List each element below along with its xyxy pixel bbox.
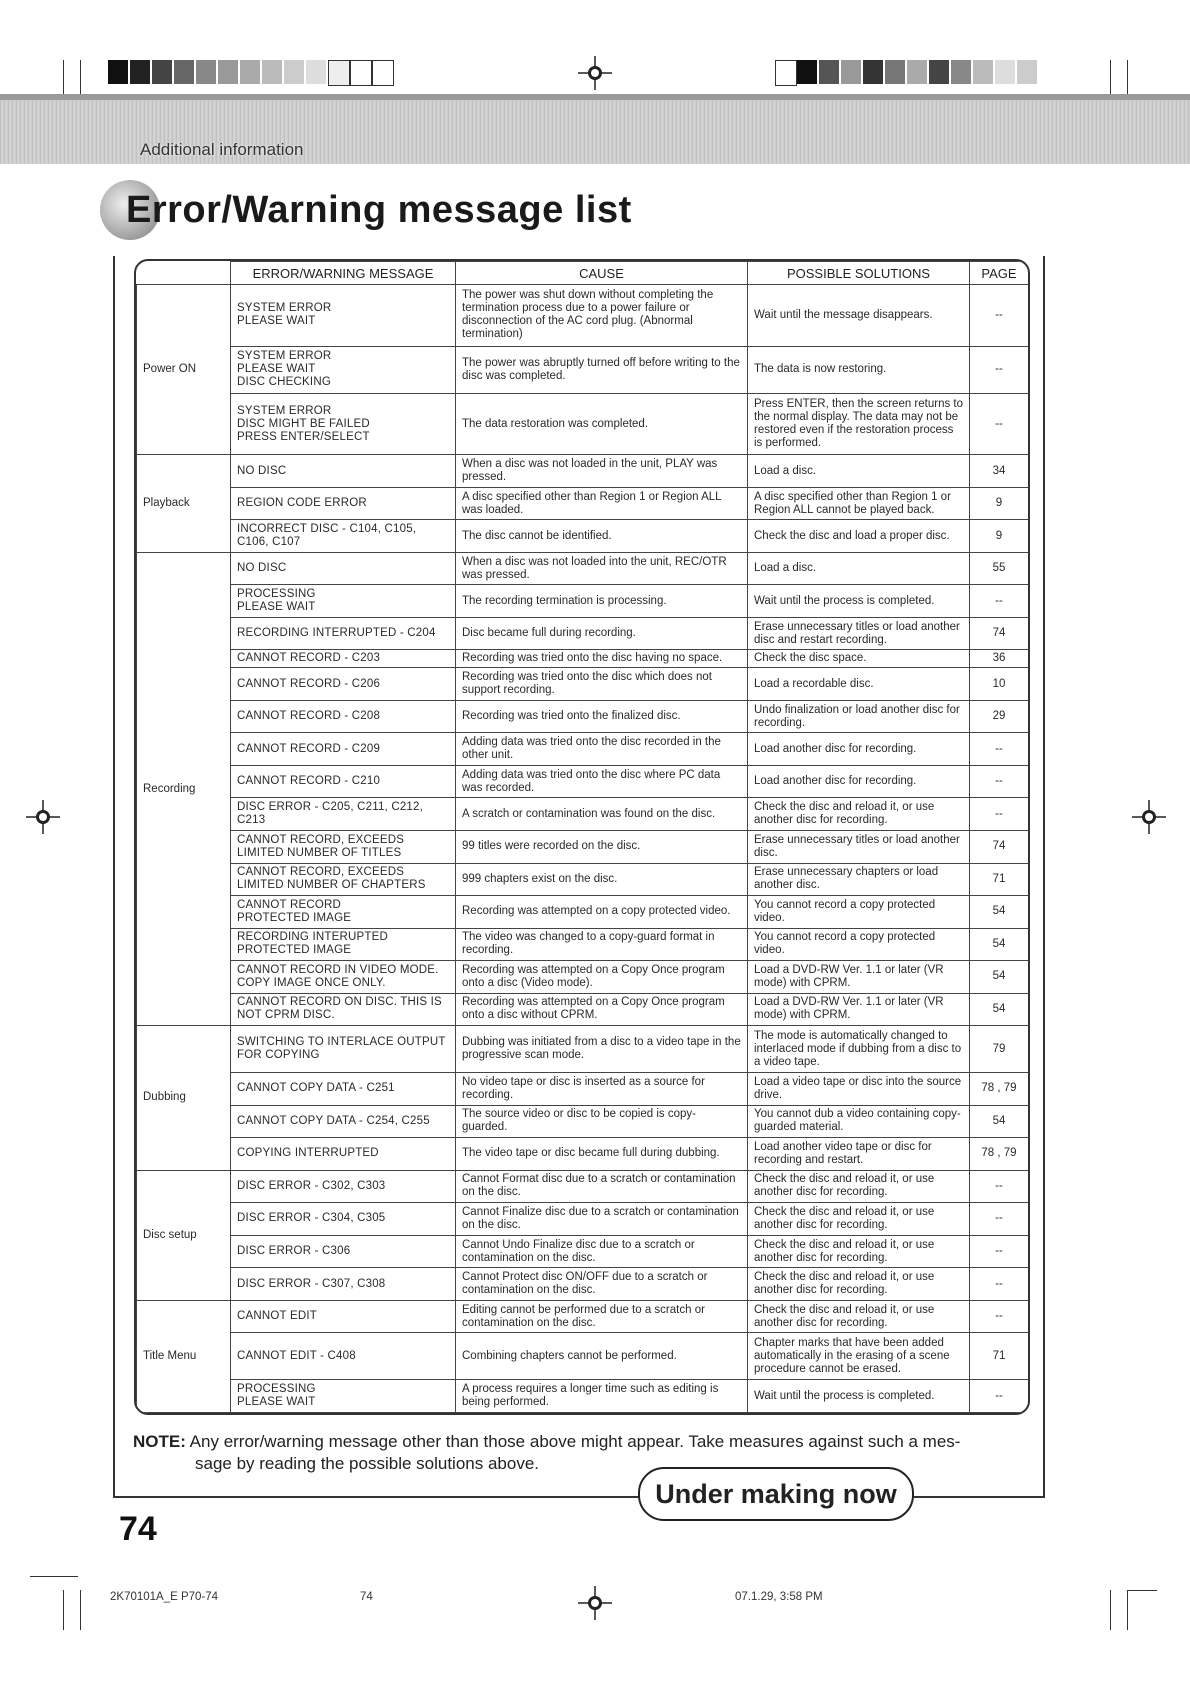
table-row xyxy=(137,961,1029,994)
table-row xyxy=(137,863,1029,896)
solution-cell: Wait until the message disappears. xyxy=(748,285,970,347)
registration-bar-right xyxy=(775,60,1039,84)
cause-cell: 99 titles were recorded on the disc. xyxy=(456,831,748,864)
message-cell: DISC ERROR - C205, C211, C212, C213 xyxy=(231,798,456,831)
message-cell: CANNOT RECORD ON DISC. THIS IS NOT CPRM DISC. xyxy=(231,993,456,1026)
solution-cell: Check the disc and reload it, or use another disc for recording. xyxy=(748,1203,970,1236)
page-cell: 78 , 79 xyxy=(970,1138,1029,1171)
cause-cell: Adding data was tried onto the disc recorded in the other unit. xyxy=(456,733,748,766)
cause-cell: When a disc was not loaded into the unit, REC/OTR was pressed. xyxy=(456,552,748,585)
table-row xyxy=(137,1333,1029,1380)
page-cell: 79 xyxy=(970,1026,1029,1073)
crosshair-right-icon xyxy=(1132,800,1166,834)
table-row xyxy=(137,585,1029,618)
cause-cell: The recording termination is processing. xyxy=(456,585,748,618)
table-header-category xyxy=(137,262,231,285)
page-cell: -- xyxy=(970,765,1029,798)
note-label: NOTE: xyxy=(133,1432,186,1451)
solution-cell: Check the disc and reload it, or use another disc for recording. xyxy=(748,1300,970,1333)
cause-cell: Recording was attempted on a copy protected video. xyxy=(456,896,748,929)
message-cell: DISC ERROR - C306 xyxy=(231,1235,456,1268)
message-cell: INCORRECT DISC - C104, C105, C106, C107 xyxy=(231,520,456,553)
cause-cell: Cannot Finalize disc due to a scratch or contamination on the disc. xyxy=(456,1203,748,1236)
table-row xyxy=(137,1235,1029,1268)
trim-mark xyxy=(1127,1590,1157,1591)
table-header-message: ERROR/WARNING MESSAGE xyxy=(231,262,456,285)
table-row xyxy=(137,1203,1029,1236)
message-cell: CANNOT RECORD - C208 xyxy=(231,700,456,733)
page-cell: -- xyxy=(970,1268,1029,1301)
message-cell: CANNOT RECORD - C206 xyxy=(231,668,456,701)
message-cell: CANNOT RECORD - C210 xyxy=(231,765,456,798)
solution-cell: Load a DVD-RW Ver. 1.1 or later (VR mode) with CPRM. xyxy=(748,961,970,994)
category-cell: Recording xyxy=(137,552,231,1025)
table-row xyxy=(137,1380,1029,1413)
message-cell: CANNOT EDIT - C408 xyxy=(231,1333,456,1380)
table-row xyxy=(137,831,1029,864)
cause-cell: Recording was attempted on a Copy Once program onto a disc without CPRM. xyxy=(456,993,748,1026)
category-cell: Playback xyxy=(137,455,231,553)
under-making-stamp: Under making now xyxy=(638,1467,914,1521)
cause-cell: Cannot Undo Finalize disc due to a scratch or contamination on the disc. xyxy=(456,1235,748,1268)
solution-cell: Load a disc. xyxy=(748,552,970,585)
message-cell: CANNOT EDIT xyxy=(231,1300,456,1333)
cause-cell: Disc became full during recording. xyxy=(456,617,748,650)
table-row xyxy=(137,896,1029,929)
solution-cell: The data is now restoring. xyxy=(748,346,970,393)
table-header-solutions: POSSIBLE SOLUTIONS xyxy=(748,262,970,285)
table-row xyxy=(137,765,1029,798)
message-cell: SYSTEM ERROR PLEASE WAIT xyxy=(231,285,456,347)
page-cell: 71 xyxy=(970,863,1029,896)
solution-cell: Check the disc and reload it, or use another disc for recording. xyxy=(748,1235,970,1268)
solution-cell: Check the disc and reload it, or use another disc for recording. xyxy=(748,1268,970,1301)
message-cell: SYSTEM ERROR DISC MIGHT BE FAILED PRESS ENTER/SELECT xyxy=(231,393,456,455)
page-cell: 54 xyxy=(970,961,1029,994)
cause-cell: 999 chapters exist on the disc. xyxy=(456,863,748,896)
cause-cell: Recording was tried onto the disc having no space. xyxy=(456,650,748,668)
page-cell: -- xyxy=(970,346,1029,393)
page-cell: -- xyxy=(970,798,1029,831)
footer-file-name: 2K70101A_E P70-74 xyxy=(110,1591,219,1603)
cause-cell: Adding data was tried onto the disc where PC data was recorded. xyxy=(456,765,748,798)
error-table-container xyxy=(134,259,1030,1415)
table-row xyxy=(137,798,1029,831)
page-title: Error/Warning message list xyxy=(126,188,632,231)
message-cell: CANNOT RECORD - C203 xyxy=(231,650,456,668)
note-text: Any error/warning message other than those above might appear. Take measures against such a mes- xyxy=(185,1432,961,1451)
cause-cell: A process requires a longer time such as editing is being performed. xyxy=(456,1380,748,1413)
message-cell: NO DISC xyxy=(231,552,456,585)
cause-cell: Recording was tried onto the finalized disc. xyxy=(456,700,748,733)
message-cell: CANNOT COPY DATA - C254, C255 xyxy=(231,1105,456,1138)
solution-cell: Check the disc and load a proper disc. xyxy=(748,520,970,553)
note xyxy=(133,1431,1043,1475)
solution-cell: A disc specified other than Region 1 or Region ALL cannot be played back. xyxy=(748,487,970,520)
page-cell: -- xyxy=(970,1380,1029,1413)
table-row xyxy=(137,1073,1029,1106)
trim-mark xyxy=(1127,1590,1128,1630)
solution-cell: Chapter marks that have been added automatically in the erasing of a scene procedure cannot be erased. xyxy=(748,1333,970,1380)
page-cell: 54 xyxy=(970,993,1029,1026)
cause-cell: The power was shut down without completing the termination process due to a power failure or disconnection of the AC cord plug. (Abnormal termination) xyxy=(456,285,748,347)
message-cell: PROCESSING PLEASE WAIT xyxy=(231,1380,456,1413)
page-cell: 78 , 79 xyxy=(970,1073,1029,1106)
solution-cell: Erase unnecessary titles or load another disc and restart recording. xyxy=(748,617,970,650)
category-cell: Disc setup xyxy=(137,1170,231,1300)
page-cell: 55 xyxy=(970,552,1029,585)
page-cell: 74 xyxy=(970,617,1029,650)
page-cell: 10 xyxy=(970,668,1029,701)
table-row xyxy=(137,1026,1029,1073)
page-cell: 54 xyxy=(970,1105,1029,1138)
note-text-continued: sage by reading the possible solutions above. xyxy=(195,1454,540,1473)
page-cell: -- xyxy=(970,393,1029,455)
cause-cell: A scratch or contamination was found on the disc. xyxy=(456,798,748,831)
error-table xyxy=(136,261,1029,1413)
table-header-row xyxy=(137,262,1029,285)
message-cell: REGION CODE ERROR xyxy=(231,487,456,520)
solution-cell: Load another disc for recording. xyxy=(748,733,970,766)
table-row xyxy=(137,487,1029,520)
solution-cell: Load another disc for recording. xyxy=(748,765,970,798)
table-row xyxy=(137,650,1029,668)
cause-cell: Dubbing was initiated from a disc to a video tape in the progressive scan mode. xyxy=(456,1026,748,1073)
trim-mark xyxy=(63,1590,64,1630)
page-cell: 54 xyxy=(970,928,1029,961)
trim-mark xyxy=(80,1590,81,1630)
category-cell: Dubbing xyxy=(137,1026,231,1171)
category-cell: Title Menu xyxy=(137,1300,231,1412)
cause-cell: A disc specified other than Region 1 or Region ALL was loaded. xyxy=(456,487,748,520)
message-cell: DISC ERROR - C302, C303 xyxy=(231,1170,456,1203)
message-cell: CANNOT RECORD - C209 xyxy=(231,733,456,766)
cause-cell: Recording was tried onto the disc which does not support recording. xyxy=(456,668,748,701)
registration-bar-left xyxy=(108,60,394,84)
table-row xyxy=(137,520,1029,553)
page-number: 74 xyxy=(119,1510,157,1548)
title-area xyxy=(100,180,632,240)
solution-cell: Load a DVD-RW Ver. 1.1 or later (VR mode) with CPRM. xyxy=(748,993,970,1026)
table-row xyxy=(137,285,1029,347)
page-cell: 71 xyxy=(970,1333,1029,1380)
footer-timestamp: 07.1.29, 3:58 PM xyxy=(735,1591,823,1603)
cause-cell: The video was changed to a copy-guard format in recording. xyxy=(456,928,748,961)
table-row xyxy=(137,1300,1029,1333)
solution-cell: Undo finalization or load another disc for recording. xyxy=(748,700,970,733)
table-row xyxy=(137,993,1029,1026)
page-cell: -- xyxy=(970,585,1029,618)
page-cell: -- xyxy=(970,1170,1029,1203)
table-row xyxy=(137,700,1029,733)
message-cell: CANNOT RECORD PROTECTED IMAGE xyxy=(231,896,456,929)
cause-cell: Recording was attempted on a Copy Once program onto a disc (Video mode). xyxy=(456,961,748,994)
solution-cell: Erase unnecessary chapters or load another disc. xyxy=(748,863,970,896)
category-cell: Power ON xyxy=(137,285,231,455)
solution-cell: Wait until the process is completed. xyxy=(748,585,970,618)
solution-cell: Wait until the process is completed. xyxy=(748,1380,970,1413)
table-header-page: PAGE xyxy=(970,262,1029,285)
solution-cell: Check the disc and reload it, or use another disc for recording. xyxy=(748,798,970,831)
table-header-cause: CAUSE xyxy=(456,262,748,285)
page-cell: 36 xyxy=(970,650,1029,668)
cause-cell: No video tape or disc is inserted as a source for recording. xyxy=(456,1073,748,1106)
cause-cell: Combining chapters cannot be performed. xyxy=(456,1333,748,1380)
trim-mark xyxy=(30,1576,78,1577)
table-row xyxy=(137,668,1029,701)
solution-cell: Check the disc and reload it, or use another disc for recording. xyxy=(748,1170,970,1203)
page-cell: -- xyxy=(970,285,1029,347)
page-cell: 9 xyxy=(970,487,1029,520)
message-cell: CANNOT RECORD, EXCEEDS LIMITED NUMBER OF CHAPTERS xyxy=(231,863,456,896)
solution-cell: You cannot record a copy protected video. xyxy=(748,928,970,961)
page-cell: -- xyxy=(970,733,1029,766)
solution-cell: Load a recordable disc. xyxy=(748,668,970,701)
table-row xyxy=(137,393,1029,455)
table-body xyxy=(137,285,1029,1413)
table-row xyxy=(137,733,1029,766)
table-row xyxy=(137,1105,1029,1138)
message-cell: NO DISC xyxy=(231,455,456,488)
cause-cell: Cannot Protect disc ON/OFF due to a scratch or contamination on the disc. xyxy=(456,1268,748,1301)
message-cell: DISC ERROR - C304, C305 xyxy=(231,1203,456,1236)
message-cell: CANNOT RECORD, EXCEEDS LIMITED NUMBER OF TITLES xyxy=(231,831,456,864)
message-cell: CANNOT COPY DATA - C251 xyxy=(231,1073,456,1106)
solution-cell: Erase unnecessary titles or load another disc. xyxy=(748,831,970,864)
cause-cell: Editing cannot be performed due to a scratch or contamination on the disc. xyxy=(456,1300,748,1333)
cause-cell: Cannot Format disc due to a scratch or contamination on the disc. xyxy=(456,1170,748,1203)
solution-cell: Check the disc space. xyxy=(748,650,970,668)
cause-cell: The video tape or disc became full during dubbing. xyxy=(456,1138,748,1171)
solution-cell: You cannot record a copy protected video. xyxy=(748,896,970,929)
message-cell: CANNOT RECORD IN VIDEO MODE. COPY IMAGE ONCE ONLY. xyxy=(231,961,456,994)
cause-cell: When a disc was not loaded in the unit, PLAY was pressed. xyxy=(456,455,748,488)
solution-cell: Press ENTER, then the screen returns to the normal display. The data may not be restored even if the restoration process is performed. xyxy=(748,393,970,455)
message-cell: SYSTEM ERROR PLEASE WAIT DISC CHECKING xyxy=(231,346,456,393)
crosshair-top-icon xyxy=(578,56,612,90)
page-cell: 9 xyxy=(970,520,1029,553)
table-row xyxy=(137,552,1029,585)
page-cell: -- xyxy=(970,1235,1029,1268)
solution-cell: Load another video tape or disc for recording and restart. xyxy=(748,1138,970,1171)
cause-cell: The disc cannot be identified. xyxy=(456,520,748,553)
page-cell: 54 xyxy=(970,896,1029,929)
page-cell: -- xyxy=(970,1203,1029,1236)
table-row xyxy=(137,617,1029,650)
table-row xyxy=(137,928,1029,961)
message-cell: PROCESSING PLEASE WAIT xyxy=(231,585,456,618)
message-cell: RECORDING INTERRUPTED - C204 xyxy=(231,617,456,650)
solution-cell: Load a video tape or disc into the source drive. xyxy=(748,1073,970,1106)
table-row xyxy=(137,455,1029,488)
message-cell: SWITCHING TO INTERLACE OUTPUT FOR COPYING xyxy=(231,1026,456,1073)
crosshair-bottom-icon xyxy=(578,1586,612,1620)
footer-page: 74 xyxy=(360,1591,373,1603)
message-cell: RECORDING INTERUPTED PROTECTED IMAGE xyxy=(231,928,456,961)
table-row xyxy=(137,1138,1029,1171)
page-cell: 29 xyxy=(970,700,1029,733)
message-cell: COPYING INTERRUPTED xyxy=(231,1138,456,1171)
section-label: Additional information xyxy=(140,140,304,159)
cause-cell: The data restoration was completed. xyxy=(456,393,748,455)
solution-cell: Load a disc. xyxy=(748,455,970,488)
page-cell: 74 xyxy=(970,831,1029,864)
table-row xyxy=(137,346,1029,393)
page-cell: 34 xyxy=(970,455,1029,488)
table-row xyxy=(137,1170,1029,1203)
solution-cell: The mode is automatically changed to interlaced mode if dubbing from a disc to a video tape. xyxy=(748,1026,970,1073)
message-cell: DISC ERROR - C307, C308 xyxy=(231,1268,456,1301)
cause-cell: The source video or disc to be copied is copy-guarded. xyxy=(456,1105,748,1138)
trim-mark xyxy=(1110,1590,1111,1630)
cause-cell: The power was abruptly turned off before writing to the disc was completed. xyxy=(456,346,748,393)
solution-cell: You cannot dub a video containing copy-guarded material. xyxy=(748,1105,970,1138)
table-row xyxy=(137,1268,1029,1301)
page-cell: -- xyxy=(970,1300,1029,1333)
crosshair-left-icon xyxy=(26,800,60,834)
